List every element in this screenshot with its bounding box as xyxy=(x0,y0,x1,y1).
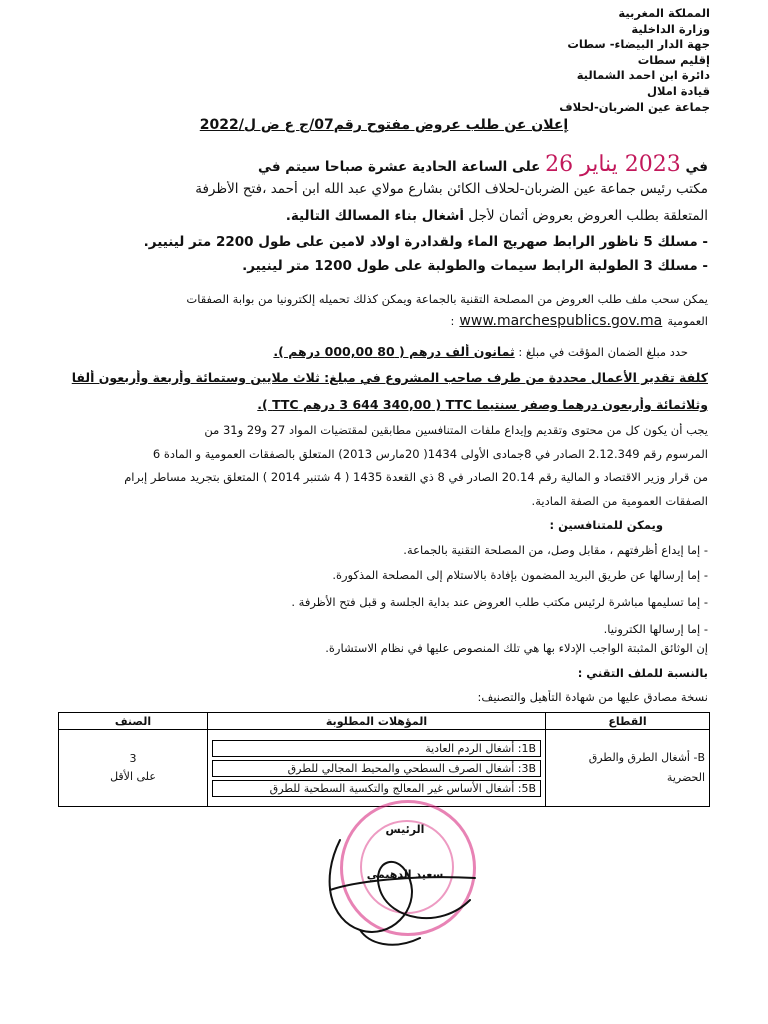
intro-line-2: مكتب رئيس جماعة عين الضربان-لحلاف الكائن بشارع مولاي عبد الله ابن أحمد ،فتح الأظرفة xyxy=(195,181,708,197)
withdraw-label: العمومية xyxy=(667,314,708,328)
documents-note: إن الوثائق المثبتة الواجب الإدلاء بها هي تلك المنصوص عليها في نظام الاستشارة. xyxy=(325,641,708,655)
intro-line-1 xyxy=(70,152,708,177)
withdraw-line-1: يمكن سحب ملف طلب العروض من المصلحة التقنية بالجماعة ويمكن كذلك تحميله إلكترونيا من بوابة الصفقات xyxy=(186,292,708,306)
track-item: - مسلك 3 الطولبة الرابط سيمات والطولبة على طول 1200 متر لينيير. xyxy=(242,258,708,274)
qualification-table xyxy=(58,712,710,807)
signature-role: الرئيس xyxy=(385,823,425,836)
header-line: جماعة عين الضربان-لحلاف xyxy=(559,99,710,114)
competitor-option: - إما إرسالها الكترونيا. xyxy=(603,622,708,636)
estimate-line-2: وثلاثمائة وأربعون درهما وصفر سنتيما TTC ( 3 644 340,00 درهم TTC ). xyxy=(257,397,708,412)
competitor-option: - إما إرسالها عن طريق البريد المضمون بإفادة بالاستلام إلى المصلحة المذكورة. xyxy=(332,568,708,582)
track-item: - مسلك 5 ناظور الرابط صهريج الماء ولقدادرة اولاد لامين على طول 2200 متر لينيير. xyxy=(143,234,708,250)
legal-line: من قرار وزير الاقتصاد و المالية رقم 20.14 الصادر في 8 ذي القعدة 1435 ( 4 شتنبر 2014 ) المتعلق بتجريد مساطر إبرام xyxy=(124,470,708,484)
withdraw-colon: : xyxy=(450,314,455,328)
header-line: المملكة المغربية xyxy=(618,6,710,20)
technical-heading: بالنسبة للملف التقني : xyxy=(577,666,708,680)
competitor-option: - إما تسليمها مباشرة لرئيس مكتب طلب العروض عند بداية الجلسة و قبل فتح الأظرفة . xyxy=(291,595,708,609)
class-header: الصنف xyxy=(59,713,208,730)
class-value: 3 xyxy=(129,752,137,765)
marches-publics-link[interactable]: www.marchespublics.gov.ma xyxy=(459,313,663,329)
qualification-item: 5B: أشغال الأساس غير المعالج والتكسية السطحية للطرق xyxy=(212,780,541,797)
guarantee-line xyxy=(70,344,688,359)
header-line: قيادة املال xyxy=(646,83,710,98)
sector-header: القطاع xyxy=(546,713,710,730)
sector-cell: B- أشغال الطرق والطرق الحضرية xyxy=(546,730,710,807)
intro-end: على الساعة الحادية عشرة صباحا سيتم في xyxy=(258,159,541,175)
competitor-option: - إما إيداع أظرفتهم ، مقابل وصل، من المصلحة التقنية بالجماعة. xyxy=(403,543,708,557)
guarantee-label: حدد مبلغ الضمان المؤقت في مبلغ : xyxy=(518,345,688,359)
intro-start: في xyxy=(685,159,708,175)
header-line: وزارة الداخلية xyxy=(631,21,710,36)
technical-note: نسخة مصادق عليها من شهادة التأهيل والتصنيف: xyxy=(477,690,708,704)
legal-line: يجب أن يكون كل من محتوى وتقديم وإيداع ملفات المتنافسين مطابقين لمقتضيات المواد 27 و29 و31 من xyxy=(204,423,708,437)
header-line: دائرة ابن احمد الشمالية xyxy=(576,68,710,83)
intro-line-3 xyxy=(70,208,708,224)
handwritten-date: 2023 يناير 26 xyxy=(545,152,681,177)
competitors-heading: ويمكن للمتنافسين : xyxy=(549,518,663,532)
header-line: إقليم سطات xyxy=(637,52,710,67)
qualifications-cell xyxy=(208,730,546,807)
table-row xyxy=(59,730,710,807)
handwritten-signature xyxy=(300,820,500,960)
intro-line-3-bold: أشغال بناء المسالك التالية. xyxy=(285,208,465,224)
header-line: جهة الدار البيضاء- سطات xyxy=(567,37,710,52)
document-title: إعلان عن طلب عروض مفتوح رقم07/ج ع ض ل/2022 xyxy=(199,117,569,133)
qualification-item: 1B: أشغال الردم العادية xyxy=(212,740,541,757)
guarantee-value: ثمانون ألف درهم ( 80 000,00 درهم ). xyxy=(273,344,515,359)
administrative-header xyxy=(450,6,710,115)
intro-line-3-text: المتعلقة بطلب العروض بعروض أثمان لأجل xyxy=(468,208,708,224)
qualifications-header: المؤهلات المطلوبة xyxy=(208,713,546,730)
qualification-item: 3B: أشغال الصرف السطحي والمحيط المجالي للطرق xyxy=(212,760,541,777)
estimate-line-1: كلفة تقدير الأعمال محددة من طرف صاحب المشروع في مبلغ: ثلاث ملايين وستمائة وأربعة وأربعون ألفا xyxy=(71,370,708,385)
signature-name: سعيد الدهيمي xyxy=(366,868,444,881)
withdraw-line-2 xyxy=(70,310,708,329)
legal-line: الصفقات العمومية من الصفة المادية. xyxy=(531,494,708,508)
class-note: على الأقل xyxy=(110,770,156,783)
class-cell xyxy=(59,730,208,807)
table-header-row xyxy=(59,713,710,730)
legal-line: المرسوم رقم 2.12.349 الصادر في 8جمادى الأولى 1434( 20مارس 2013) المتعلق بالصفقات العمومية و المادة 6 xyxy=(152,447,708,461)
